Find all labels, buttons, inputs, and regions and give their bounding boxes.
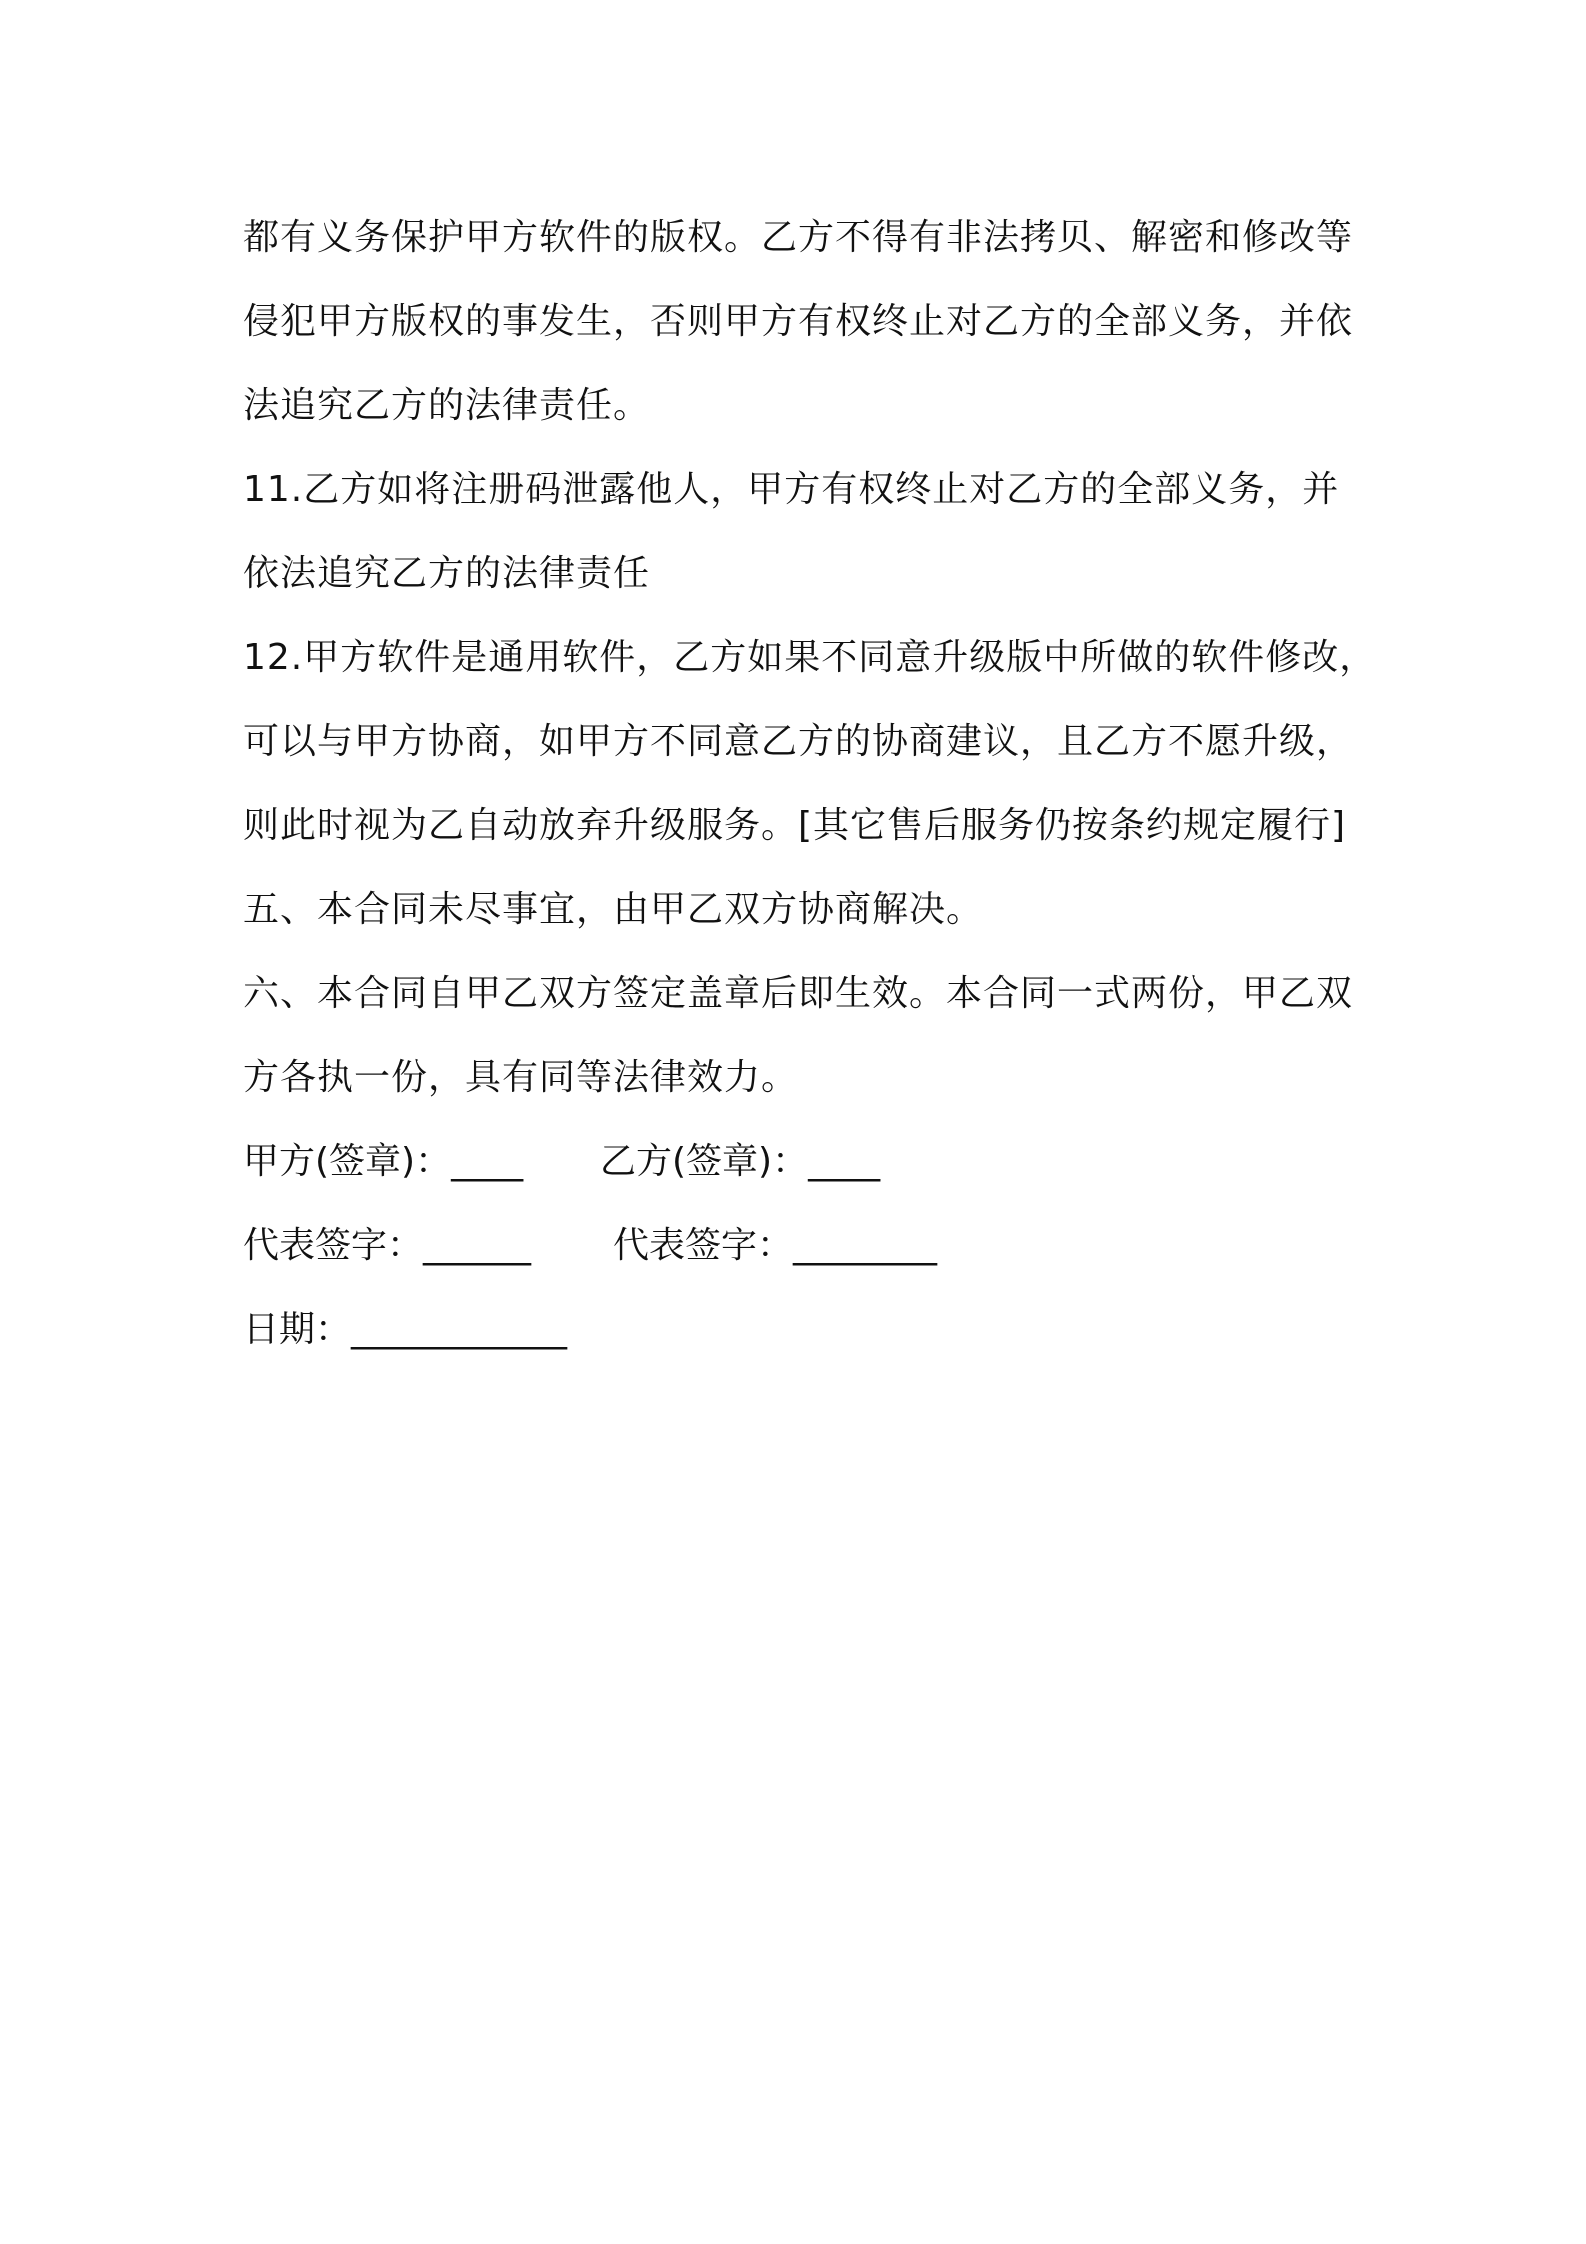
paragraph-line: 都有义务保护甲方软件的版权。乙方不得有非法拷贝、解密和修改等 [243, 217, 1354, 258]
party-b-representative-field: 代表签字：________ [613, 1225, 938, 1266]
paragraph-line: 法追究乙方的法律责任。 [243, 385, 651, 426]
section-six-line: 方各执一份，具有同等法律效力。 [243, 1057, 799, 1098]
party-a-seal-field: 甲方(签章)：____ [243, 1141, 524, 1182]
section-six-line: 六、本合同自甲乙双方签定盖章后即生效。本合同一式两份，甲乙双 [243, 973, 1354, 1014]
party-a-representative-field: 代表签字：______ [243, 1225, 532, 1266]
document-page [243, 196, 1377, 1372]
seal-row [243, 1120, 1363, 1204]
party-b-seal-field: 乙方(签章)：____ [600, 1141, 881, 1182]
date-row [243, 1288, 1363, 1372]
representative-row [243, 1204, 1363, 1288]
clause-11-line: 11.乙方如将注册码泄露他人，甲方有权终止对乙方的全部义务，并 [243, 469, 1340, 510]
section-five-line: 五、本合同未尽事宜，由甲乙双方协商解决。 [243, 889, 984, 930]
clause-12-line: 则此时视为乙自动放弃升级服务。[其它售后服务仍按条约规定履行] [243, 805, 1347, 846]
clause-12-line: 可以与甲方协商，如甲方不同意乙方的协商建议，且乙方不愿升级， [243, 721, 1354, 762]
paragraph-line: 侵犯甲方版权的事发生，否则甲方有权终止对乙方的全部义务，并依 [243, 301, 1354, 342]
date-field: 日期：____________ [243, 1309, 568, 1350]
clause-11-line: 依法追究乙方的法律责任 [243, 553, 651, 594]
clause-12-line: 12.甲方软件是通用软件，乙方如果不同意升级版中所做的软件修改， [243, 637, 1377, 678]
